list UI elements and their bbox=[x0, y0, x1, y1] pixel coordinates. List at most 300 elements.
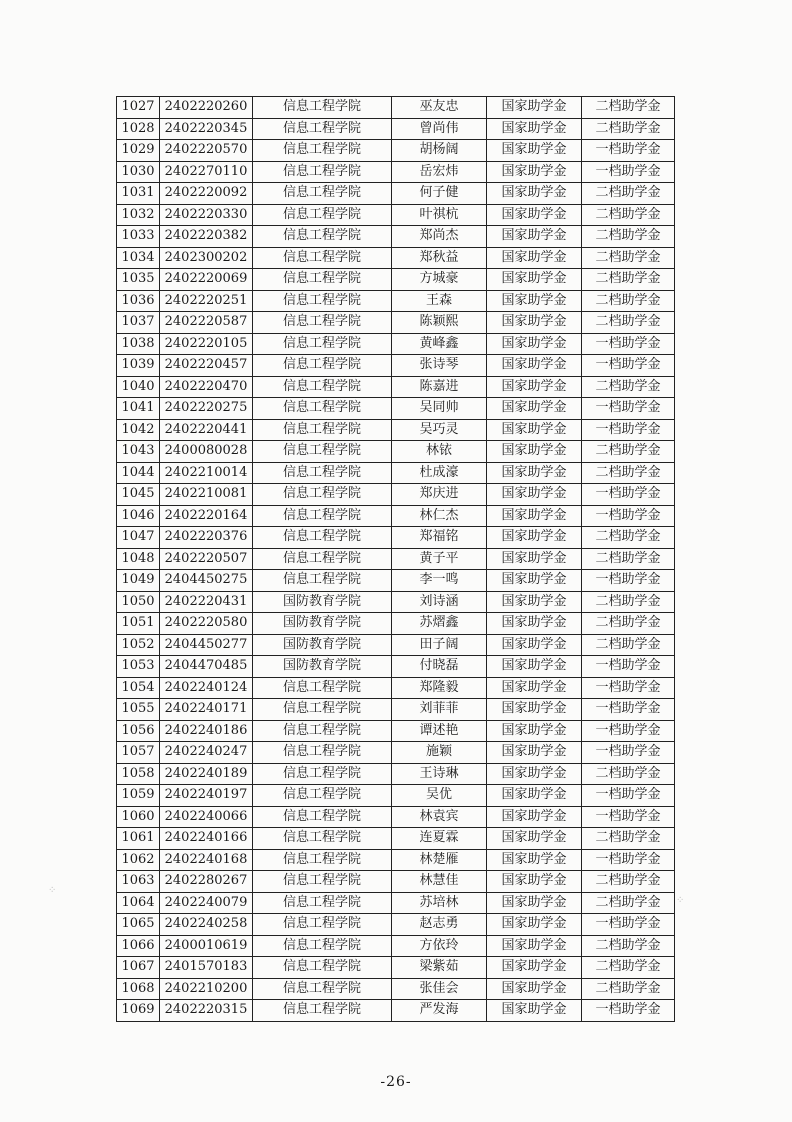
school-cell: 信息工程学院 bbox=[253, 892, 392, 914]
school-cell: 信息工程学院 bbox=[253, 462, 392, 484]
serial-number-cell: 1031 bbox=[117, 183, 160, 205]
student-id-cell: 2400010619 bbox=[160, 935, 253, 957]
student-id-cell: 2402220441 bbox=[160, 419, 253, 441]
table-row bbox=[117, 720, 675, 742]
school-cell: 信息工程学院 bbox=[253, 247, 392, 269]
school-cell: 信息工程学院 bbox=[253, 785, 392, 807]
grant-type-cell: 国家助学金 bbox=[487, 462, 582, 484]
grant-level-cell: 二档助学金 bbox=[582, 204, 675, 226]
school-cell: 信息工程学院 bbox=[253, 806, 392, 828]
student-id-cell: 2402220382 bbox=[160, 226, 253, 248]
grant-level-cell: 一档助学金 bbox=[582, 355, 675, 377]
student-id-cell: 2402220431 bbox=[160, 591, 253, 613]
table-row bbox=[117, 269, 675, 291]
serial-number-cell: 1049 bbox=[117, 570, 160, 592]
grant-type-cell: 国家助学金 bbox=[487, 140, 582, 162]
grant-level-cell: 二档助学金 bbox=[582, 591, 675, 613]
table-row bbox=[117, 97, 675, 119]
table-row bbox=[117, 312, 675, 334]
grant-level-cell: 一档助学金 bbox=[582, 720, 675, 742]
school-cell: 信息工程学院 bbox=[253, 226, 392, 248]
student-id-cell: 2402220275 bbox=[160, 398, 253, 420]
grant-type-cell: 国家助学金 bbox=[487, 591, 582, 613]
school-cell: 信息工程学院 bbox=[253, 720, 392, 742]
serial-number-cell: 1060 bbox=[117, 806, 160, 828]
school-cell: 信息工程学院 bbox=[253, 527, 392, 549]
school-cell: 信息工程学院 bbox=[253, 183, 392, 205]
grant-type-cell: 国家助学金 bbox=[487, 570, 582, 592]
table-row bbox=[117, 634, 675, 656]
grant-type-cell: 国家助学金 bbox=[487, 978, 582, 1000]
student-name-cell: 张诗琴 bbox=[392, 355, 487, 377]
serial-number-cell: 1053 bbox=[117, 656, 160, 678]
grant-type-cell: 国家助学金 bbox=[487, 419, 582, 441]
student-id-cell: 2402270110 bbox=[160, 161, 253, 183]
student-name-cell: 方依玲 bbox=[392, 935, 487, 957]
table-row bbox=[117, 505, 675, 527]
student-name-cell: 杜成濠 bbox=[392, 462, 487, 484]
student-name-cell: 林袁宾 bbox=[392, 806, 487, 828]
student-name-cell: 岳宏炜 bbox=[392, 161, 487, 183]
serial-number-cell: 1065 bbox=[117, 914, 160, 936]
grant-type-cell: 国家助学金 bbox=[487, 957, 582, 979]
student-id-cell: 2402210014 bbox=[160, 462, 253, 484]
student-id-cell: 2402240258 bbox=[160, 914, 253, 936]
student-name-cell: 林楚雁 bbox=[392, 849, 487, 871]
table-row bbox=[117, 570, 675, 592]
student-id-cell: 2404470485 bbox=[160, 656, 253, 678]
table-row bbox=[117, 398, 675, 420]
student-id-cell: 2402220164 bbox=[160, 505, 253, 527]
student-name-cell: 方城豪 bbox=[392, 269, 487, 291]
serial-number-cell: 1066 bbox=[117, 935, 160, 957]
table-row bbox=[117, 290, 675, 312]
grant-level-cell: 一档助学金 bbox=[582, 656, 675, 678]
grant-type-cell: 国家助学金 bbox=[487, 613, 582, 635]
serial-number-cell: 1069 bbox=[117, 1000, 160, 1022]
table-row bbox=[117, 871, 675, 893]
student-id-cell: 2402220507 bbox=[160, 548, 253, 570]
student-name-cell: 郑秋益 bbox=[392, 247, 487, 269]
student-id-cell: 2402210200 bbox=[160, 978, 253, 1000]
table-row bbox=[117, 978, 675, 1000]
table-row bbox=[117, 183, 675, 205]
table-row bbox=[117, 226, 675, 248]
student-name-cell: 叶祺杭 bbox=[392, 204, 487, 226]
student-name-cell: 林铱 bbox=[392, 441, 487, 463]
grant-recipient-table bbox=[116, 96, 675, 1022]
table-row bbox=[117, 462, 675, 484]
student-id-cell: 2404450275 bbox=[160, 570, 253, 592]
student-id-cell: 2402210081 bbox=[160, 484, 253, 506]
grant-level-cell: 二档助学金 bbox=[582, 828, 675, 850]
grant-type-cell: 国家助学金 bbox=[487, 527, 582, 549]
serial-number-cell: 1063 bbox=[117, 871, 160, 893]
table-row bbox=[117, 1000, 675, 1022]
serial-number-cell: 1068 bbox=[117, 978, 160, 1000]
student-id-cell: 2402220315 bbox=[160, 1000, 253, 1022]
grant-type-cell: 国家助学金 bbox=[487, 699, 582, 721]
serial-number-cell: 1029 bbox=[117, 140, 160, 162]
grant-level-cell: 一档助学金 bbox=[582, 333, 675, 355]
grant-type-cell: 国家助学金 bbox=[487, 376, 582, 398]
student-name-cell: 郑隆毅 bbox=[392, 677, 487, 699]
student-id-cell: 2400080028 bbox=[160, 441, 253, 463]
student-name-cell: 吴优 bbox=[392, 785, 487, 807]
scan-speck: ⁘ bbox=[48, 885, 57, 896]
grant-level-cell: 一档助学金 bbox=[582, 699, 675, 721]
student-id-cell: 2404450277 bbox=[160, 634, 253, 656]
grant-level-cell: 二档助学金 bbox=[582, 935, 675, 957]
grant-level-cell: 二档助学金 bbox=[582, 183, 675, 205]
school-cell: 信息工程学院 bbox=[253, 419, 392, 441]
student-name-cell: 严发海 bbox=[392, 1000, 487, 1022]
grant-level-cell: 二档助学金 bbox=[582, 527, 675, 549]
school-cell: 信息工程学院 bbox=[253, 204, 392, 226]
serial-number-cell: 1027 bbox=[117, 97, 160, 119]
grant-type-cell: 国家助学金 bbox=[487, 742, 582, 764]
serial-number-cell: 1041 bbox=[117, 398, 160, 420]
grant-level-cell: 一档助学金 bbox=[582, 398, 675, 420]
grant-level-cell: 二档助学金 bbox=[582, 871, 675, 893]
school-cell: 信息工程学院 bbox=[253, 763, 392, 785]
school-cell: 国防教育学院 bbox=[253, 634, 392, 656]
student-name-cell: 田子阔 bbox=[392, 634, 487, 656]
serial-number-cell: 1048 bbox=[117, 548, 160, 570]
table-row bbox=[117, 140, 675, 162]
grant-type-cell: 国家助学金 bbox=[487, 441, 582, 463]
table-row bbox=[117, 914, 675, 936]
student-name-cell: 黄子平 bbox=[392, 548, 487, 570]
grant-level-cell: 一档助学金 bbox=[582, 806, 675, 828]
serial-number-cell: 1051 bbox=[117, 613, 160, 635]
table-row bbox=[117, 591, 675, 613]
school-cell: 信息工程学院 bbox=[253, 441, 392, 463]
grant-level-cell: 一档助学金 bbox=[582, 742, 675, 764]
student-id-cell: 2402220470 bbox=[160, 376, 253, 398]
serial-number-cell: 1052 bbox=[117, 634, 160, 656]
school-cell: 信息工程学院 bbox=[253, 355, 392, 377]
table-row bbox=[117, 957, 675, 979]
grant-level-cell: 二档助学金 bbox=[582, 978, 675, 1000]
table-row bbox=[117, 118, 675, 140]
student-id-cell: 2401570183 bbox=[160, 957, 253, 979]
serial-number-cell: 1061 bbox=[117, 828, 160, 850]
school-cell: 信息工程学院 bbox=[253, 978, 392, 1000]
school-cell: 信息工程学院 bbox=[253, 140, 392, 162]
grant-type-cell: 国家助学金 bbox=[487, 398, 582, 420]
grant-level-cell: 一档助学金 bbox=[582, 484, 675, 506]
student-name-cell: 谭述艳 bbox=[392, 720, 487, 742]
school-cell: 国防教育学院 bbox=[253, 613, 392, 635]
student-id-cell: 2402240247 bbox=[160, 742, 253, 764]
serial-number-cell: 1046 bbox=[117, 505, 160, 527]
grant-level-cell: 二档助学金 bbox=[582, 548, 675, 570]
grant-type-cell: 国家助学金 bbox=[487, 806, 582, 828]
student-id-cell: 2402220457 bbox=[160, 355, 253, 377]
grant-level-cell: 二档助学金 bbox=[582, 312, 675, 334]
table-row bbox=[117, 677, 675, 699]
serial-number-cell: 1028 bbox=[117, 118, 160, 140]
grant-type-cell: 国家助学金 bbox=[487, 677, 582, 699]
grant-level-cell: 一档助学金 bbox=[582, 570, 675, 592]
grant-type-cell: 国家助学金 bbox=[487, 204, 582, 226]
student-name-cell: 胡杨阔 bbox=[392, 140, 487, 162]
school-cell: 信息工程学院 bbox=[253, 376, 392, 398]
grant-type-cell: 国家助学金 bbox=[487, 548, 582, 570]
table-row bbox=[117, 763, 675, 785]
table-row bbox=[117, 849, 675, 871]
student-id-cell: 2402240166 bbox=[160, 828, 253, 850]
student-id-cell: 2402240197 bbox=[160, 785, 253, 807]
grant-level-cell: 二档助学金 bbox=[582, 226, 675, 248]
school-cell: 信息工程学院 bbox=[253, 97, 392, 119]
serial-number-cell: 1030 bbox=[117, 161, 160, 183]
serial-number-cell: 1057 bbox=[117, 742, 160, 764]
school-cell: 信息工程学院 bbox=[253, 849, 392, 871]
student-id-cell: 2402220587 bbox=[160, 312, 253, 334]
school-cell: 国防教育学院 bbox=[253, 591, 392, 613]
grant-level-cell: 一档助学金 bbox=[582, 1000, 675, 1022]
grant-type-cell: 国家助学金 bbox=[487, 634, 582, 656]
student-id-cell: 2402240186 bbox=[160, 720, 253, 742]
table-row bbox=[117, 419, 675, 441]
table-row bbox=[117, 247, 675, 269]
table-body bbox=[117, 97, 675, 1022]
student-name-cell: 巫友忠 bbox=[392, 97, 487, 119]
table-row bbox=[117, 828, 675, 850]
student-name-cell: 付晓磊 bbox=[392, 656, 487, 678]
student-id-cell: 2402240171 bbox=[160, 699, 253, 721]
serial-number-cell: 1045 bbox=[117, 484, 160, 506]
table-row bbox=[117, 806, 675, 828]
serial-number-cell: 1033 bbox=[117, 226, 160, 248]
student-id-cell: 2402240124 bbox=[160, 677, 253, 699]
student-id-cell: 2402280267 bbox=[160, 871, 253, 893]
student-name-cell: 刘诗涵 bbox=[392, 591, 487, 613]
school-cell: 信息工程学院 bbox=[253, 677, 392, 699]
serial-number-cell: 1050 bbox=[117, 591, 160, 613]
student-name-cell: 苏熠鑫 bbox=[392, 613, 487, 635]
student-id-cell: 2402220092 bbox=[160, 183, 253, 205]
student-id-cell: 2402240079 bbox=[160, 892, 253, 914]
school-cell: 信息工程学院 bbox=[253, 290, 392, 312]
grant-level-cell: 一档助学金 bbox=[582, 677, 675, 699]
table-row bbox=[117, 376, 675, 398]
student-id-cell: 2402220570 bbox=[160, 140, 253, 162]
school-cell: 信息工程学院 bbox=[253, 935, 392, 957]
table-row bbox=[117, 548, 675, 570]
student-id-cell: 2402220069 bbox=[160, 269, 253, 291]
serial-number-cell: 1059 bbox=[117, 785, 160, 807]
school-cell: 信息工程学院 bbox=[253, 828, 392, 850]
serial-number-cell: 1043 bbox=[117, 441, 160, 463]
student-name-cell: 连夏霖 bbox=[392, 828, 487, 850]
grant-level-cell: 二档助学金 bbox=[582, 376, 675, 398]
school-cell: 信息工程学院 bbox=[253, 699, 392, 721]
grant-level-cell: 二档助学金 bbox=[582, 613, 675, 635]
school-cell: 信息工程学院 bbox=[253, 548, 392, 570]
grant-level-cell: 二档助学金 bbox=[582, 763, 675, 785]
school-cell: 信息工程学院 bbox=[253, 570, 392, 592]
student-name-cell: 王森 bbox=[392, 290, 487, 312]
student-name-cell: 赵志勇 bbox=[392, 914, 487, 936]
serial-number-cell: 1040 bbox=[117, 376, 160, 398]
student-id-cell: 2402220580 bbox=[160, 613, 253, 635]
student-name-cell: 何子健 bbox=[392, 183, 487, 205]
student-id-cell: 2402220260 bbox=[160, 97, 253, 119]
serial-number-cell: 1056 bbox=[117, 720, 160, 742]
serial-number-cell: 1044 bbox=[117, 462, 160, 484]
table-row bbox=[117, 355, 675, 377]
grant-type-cell: 国家助学金 bbox=[487, 333, 582, 355]
serial-number-cell: 1032 bbox=[117, 204, 160, 226]
serial-number-cell: 1034 bbox=[117, 247, 160, 269]
school-cell: 信息工程学院 bbox=[253, 161, 392, 183]
student-name-cell: 黄峰鑫 bbox=[392, 333, 487, 355]
table-row bbox=[117, 161, 675, 183]
grant-type-cell: 国家助学金 bbox=[487, 828, 582, 850]
table-row bbox=[117, 699, 675, 721]
student-id-cell: 2402220345 bbox=[160, 118, 253, 140]
grant-type-cell: 国家助学金 bbox=[487, 97, 582, 119]
grant-type-cell: 国家助学金 bbox=[487, 290, 582, 312]
student-name-cell: 苏培林 bbox=[392, 892, 487, 914]
table-row bbox=[117, 892, 675, 914]
grant-level-cell: 二档助学金 bbox=[582, 957, 675, 979]
student-name-cell: 郑庆进 bbox=[392, 484, 487, 506]
school-cell: 国防教育学院 bbox=[253, 656, 392, 678]
student-id-cell: 2402240066 bbox=[160, 806, 253, 828]
student-name-cell: 陈嘉进 bbox=[392, 376, 487, 398]
grant-type-cell: 国家助学金 bbox=[487, 484, 582, 506]
serial-number-cell: 1038 bbox=[117, 333, 160, 355]
table-row bbox=[117, 656, 675, 678]
student-name-cell: 曾尚伟 bbox=[392, 118, 487, 140]
student-name-cell: 施颖 bbox=[392, 742, 487, 764]
serial-number-cell: 1036 bbox=[117, 290, 160, 312]
serial-number-cell: 1037 bbox=[117, 312, 160, 334]
grant-level-cell: 二档助学金 bbox=[582, 97, 675, 119]
scan-speck: ⁘ bbox=[676, 895, 685, 906]
student-name-cell: 郑福铭 bbox=[392, 527, 487, 549]
table-row bbox=[117, 935, 675, 957]
grant-type-cell: 国家助学金 bbox=[487, 312, 582, 334]
grant-level-cell: 一档助学金 bbox=[582, 505, 675, 527]
student-name-cell: 梁紫茹 bbox=[392, 957, 487, 979]
grant-level-cell: 一档助学金 bbox=[582, 785, 675, 807]
grant-type-cell: 国家助学金 bbox=[487, 720, 582, 742]
school-cell: 信息工程学院 bbox=[253, 312, 392, 334]
table-row bbox=[117, 742, 675, 764]
grant-type-cell: 国家助学金 bbox=[487, 161, 582, 183]
student-name-cell: 吴同帅 bbox=[392, 398, 487, 420]
grant-type-cell: 国家助学金 bbox=[487, 656, 582, 678]
student-id-cell: 2402240189 bbox=[160, 763, 253, 785]
grant-level-cell: 一档助学金 bbox=[582, 419, 675, 441]
student-id-cell: 2402220376 bbox=[160, 527, 253, 549]
grant-type-cell: 国家助学金 bbox=[487, 935, 582, 957]
school-cell: 信息工程学院 bbox=[253, 118, 392, 140]
serial-number-cell: 1039 bbox=[117, 355, 160, 377]
grant-level-cell: 一档助学金 bbox=[582, 140, 675, 162]
student-id-cell: 2402240168 bbox=[160, 849, 253, 871]
grant-type-cell: 国家助学金 bbox=[487, 226, 582, 248]
grant-type-cell: 国家助学金 bbox=[487, 505, 582, 527]
grant-type-cell: 国家助学金 bbox=[487, 1000, 582, 1022]
serial-number-cell: 1058 bbox=[117, 763, 160, 785]
student-name-cell: 陈颖熙 bbox=[392, 312, 487, 334]
table-row bbox=[117, 441, 675, 463]
grant-level-cell: 二档助学金 bbox=[582, 290, 675, 312]
school-cell: 信息工程学院 bbox=[253, 398, 392, 420]
grant-type-cell: 国家助学金 bbox=[487, 785, 582, 807]
table-row bbox=[117, 613, 675, 635]
student-id-cell: 2402220105 bbox=[160, 333, 253, 355]
grant-type-cell: 国家助学金 bbox=[487, 118, 582, 140]
grant-type-cell: 国家助学金 bbox=[487, 269, 582, 291]
grant-type-cell: 国家助学金 bbox=[487, 849, 582, 871]
school-cell: 信息工程学院 bbox=[253, 333, 392, 355]
student-name-cell: 吴巧灵 bbox=[392, 419, 487, 441]
student-id-cell: 2402220251 bbox=[160, 290, 253, 312]
grant-level-cell: 一档助学金 bbox=[582, 914, 675, 936]
student-name-cell: 郑尚杰 bbox=[392, 226, 487, 248]
table-row bbox=[117, 204, 675, 226]
serial-number-cell: 1047 bbox=[117, 527, 160, 549]
student-name-cell: 林仁杰 bbox=[392, 505, 487, 527]
grant-level-cell: 二档助学金 bbox=[582, 634, 675, 656]
grant-level-cell: 二档助学金 bbox=[582, 247, 675, 269]
grant-type-cell: 国家助学金 bbox=[487, 871, 582, 893]
school-cell: 信息工程学院 bbox=[253, 1000, 392, 1022]
serial-number-cell: 1062 bbox=[117, 849, 160, 871]
serial-number-cell: 1035 bbox=[117, 269, 160, 291]
school-cell: 信息工程学院 bbox=[253, 914, 392, 936]
grant-type-cell: 国家助学金 bbox=[487, 763, 582, 785]
school-cell: 信息工程学院 bbox=[253, 269, 392, 291]
student-id-cell: 2402300202 bbox=[160, 247, 253, 269]
school-cell: 信息工程学院 bbox=[253, 505, 392, 527]
student-name-cell: 林慧佳 bbox=[392, 871, 487, 893]
student-name-cell: 张佳会 bbox=[392, 978, 487, 1000]
grant-level-cell: 二档助学金 bbox=[582, 118, 675, 140]
grant-level-cell: 一档助学金 bbox=[582, 849, 675, 871]
serial-number-cell: 1064 bbox=[117, 892, 160, 914]
grant-type-cell: 国家助学金 bbox=[487, 247, 582, 269]
school-cell: 信息工程学院 bbox=[253, 484, 392, 506]
school-cell: 信息工程学院 bbox=[253, 871, 392, 893]
grant-level-cell: 二档助学金 bbox=[582, 269, 675, 291]
student-id-cell: 2402220330 bbox=[160, 204, 253, 226]
school-cell: 信息工程学院 bbox=[253, 957, 392, 979]
grant-level-cell: 二档助学金 bbox=[582, 892, 675, 914]
table-row bbox=[117, 527, 675, 549]
table-row bbox=[117, 333, 675, 355]
grant-level-cell: 二档助学金 bbox=[582, 462, 675, 484]
student-name-cell: 王诗琳 bbox=[392, 763, 487, 785]
school-cell: 信息工程学院 bbox=[253, 742, 392, 764]
student-name-cell: 刘菲菲 bbox=[392, 699, 487, 721]
grant-type-cell: 国家助学金 bbox=[487, 183, 582, 205]
serial-number-cell: 1055 bbox=[117, 699, 160, 721]
table-row bbox=[117, 484, 675, 506]
serial-number-cell: 1067 bbox=[117, 957, 160, 979]
grant-type-cell: 国家助学金 bbox=[487, 355, 582, 377]
grant-level-cell: 二档助学金 bbox=[582, 441, 675, 463]
page-number: -26- bbox=[380, 1074, 412, 1090]
table-row bbox=[117, 785, 675, 807]
